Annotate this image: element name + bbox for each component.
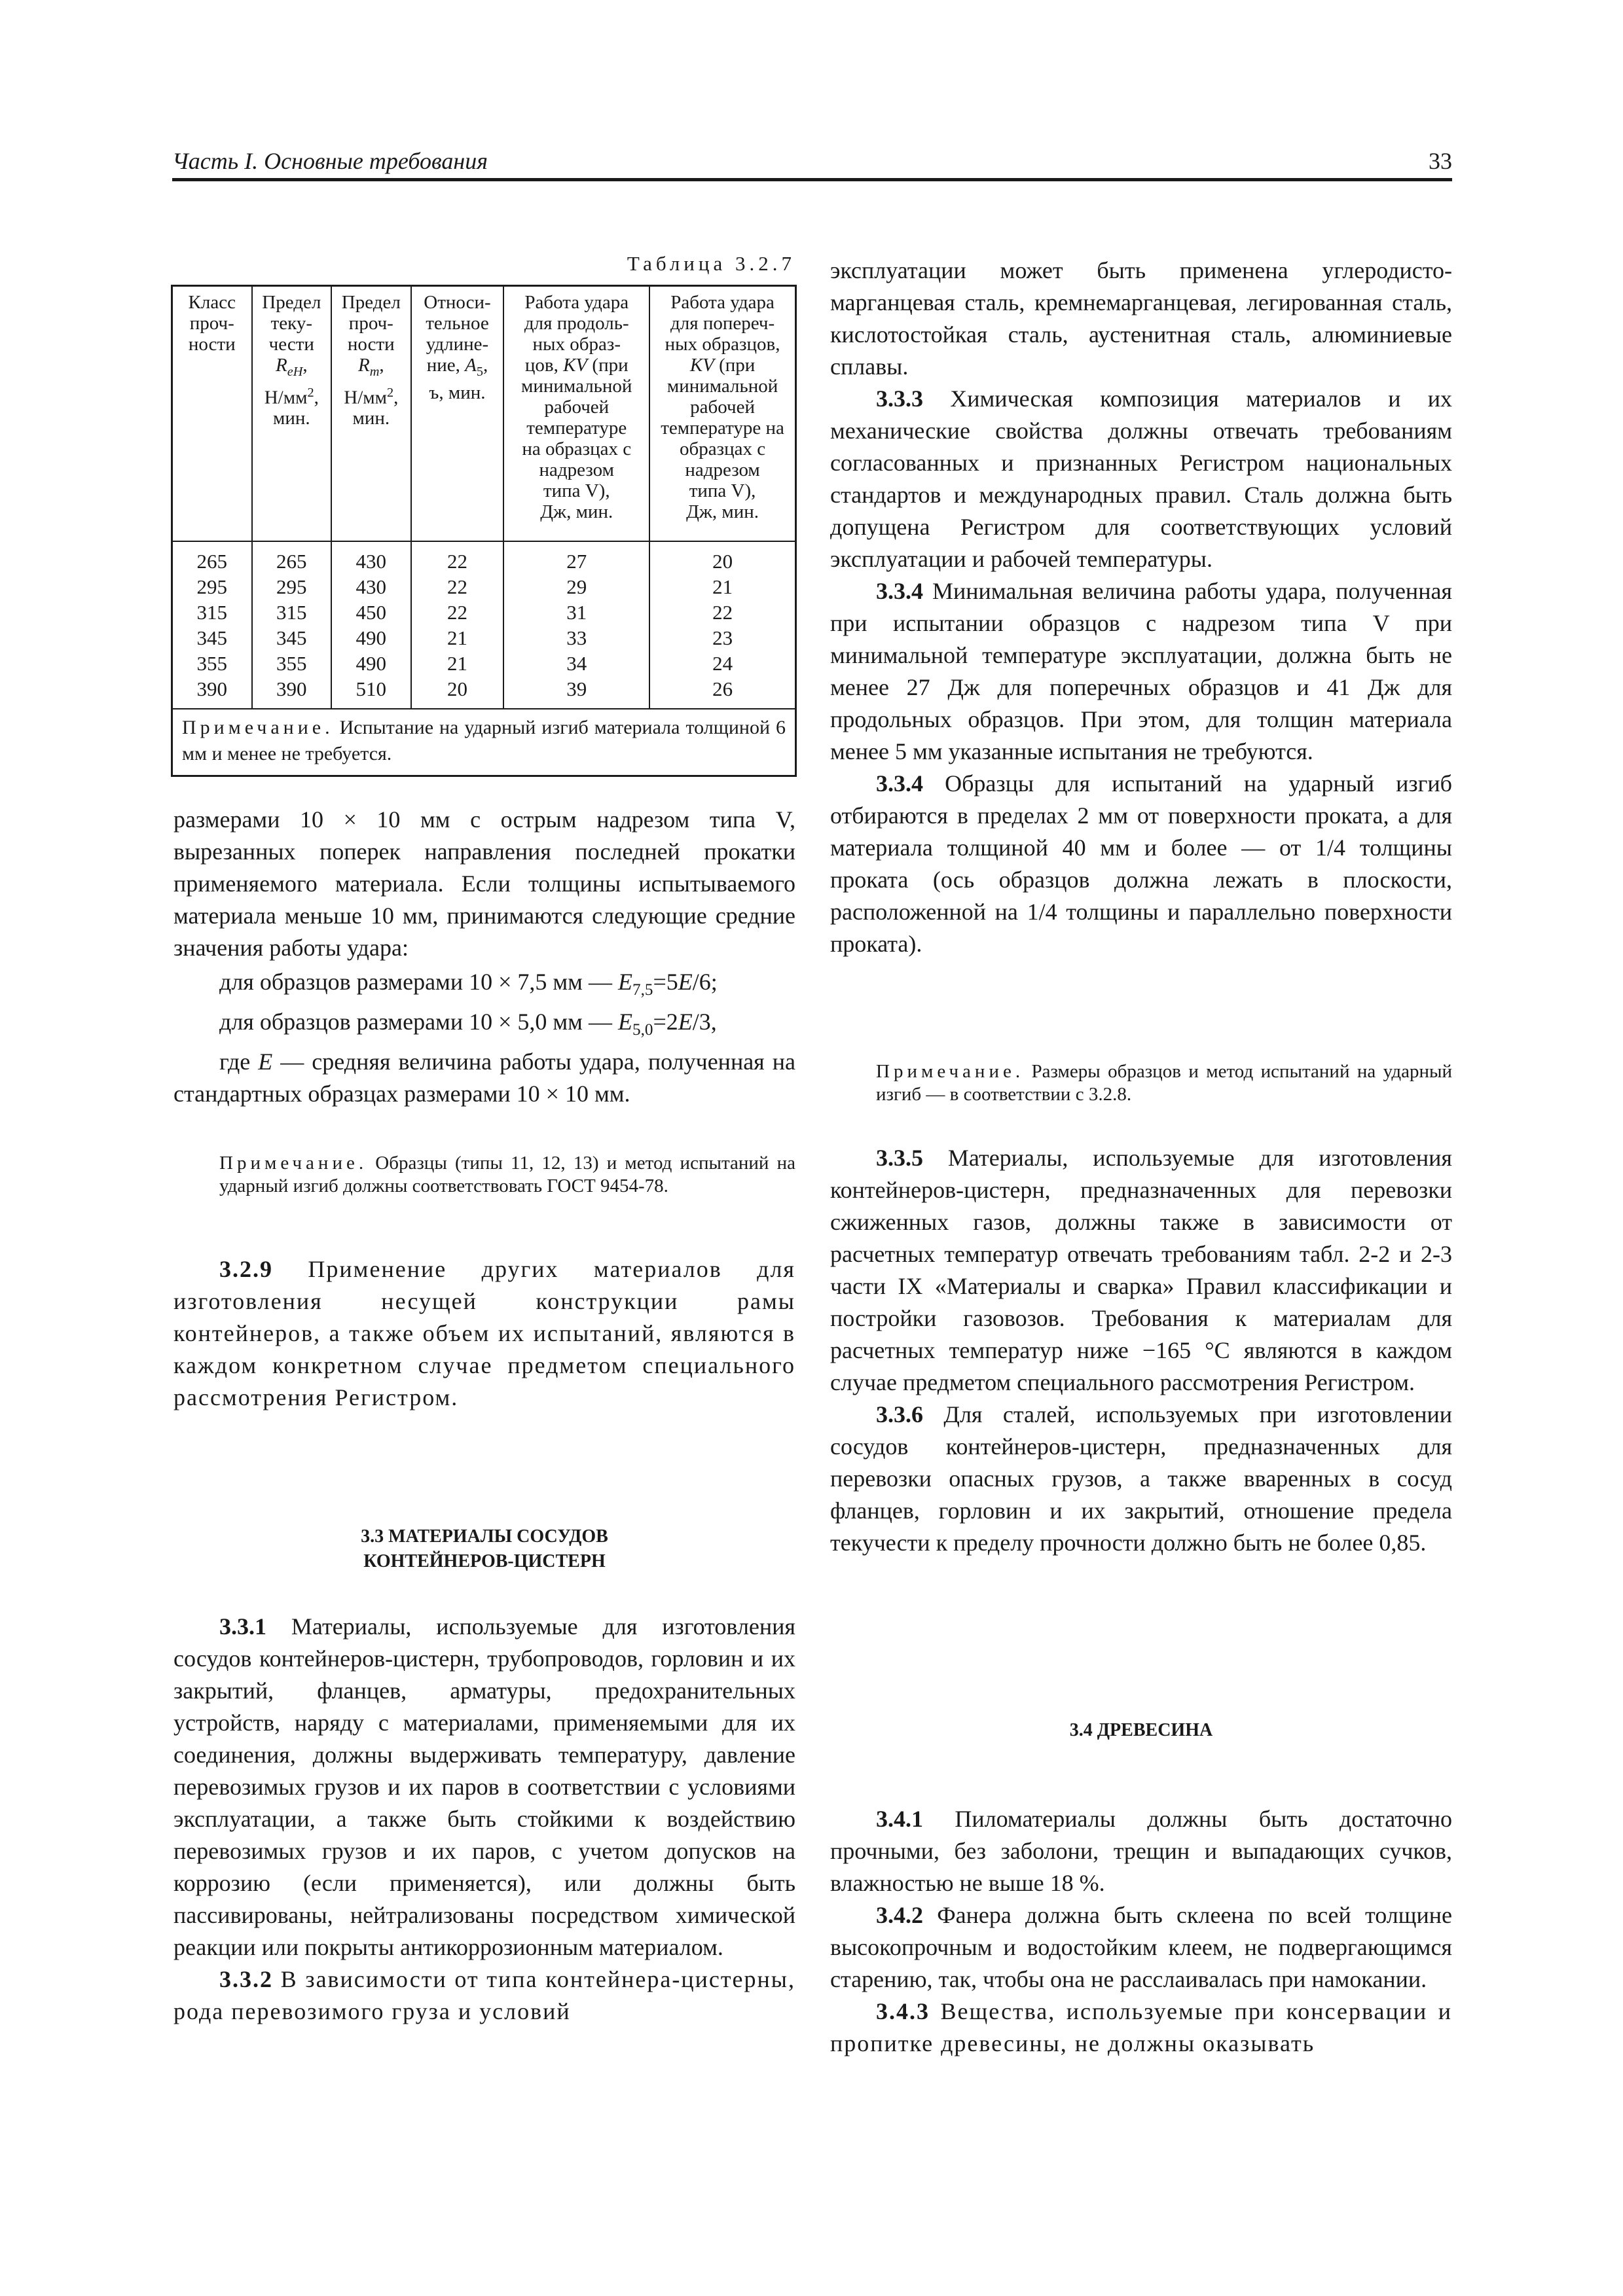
clause-number: 3.3.3 [876,386,923,412]
table-cell: 33 [503,625,649,651]
paragraph [830,768,1452,960]
table-cell: 450 [331,600,411,625]
clause-number: 3.3.5 [876,1145,923,1171]
table-cell: 27 [503,541,649,574]
table-cell: 490 [331,651,411,676]
paragraph [830,1996,1452,2060]
table-note [172,709,796,776]
table-row [172,574,796,600]
table-cell: 21 [411,651,504,676]
table-cell: 29 [503,574,649,600]
note-text: Образцы (типы 11, 12, 13) и метод испытаний на ударный изгиб должны соответствовать ГОСТ 9454-78. [219,1153,795,1196]
table-row [172,676,796,709]
page-number: 33 [1429,148,1452,174]
table-cell: 490 [331,625,411,651]
formula-line: для образцов размерами 10 × 5,0 мм — $E_{5,0}=2E/3$, [219,1009,717,1039]
clause-number: 3.3.6 [876,1401,923,1427]
paragraph: эксплуатации может быть применена углеродисто-марганцевая сталь, кремнемарганцевая, легированная сталь, кислотостойкая сталь, аустенитная сталь, алюминиевые сплавы. [830,257,1452,380]
clause-text: Вещества, используемые при консервации и пропитке древесины, не должны оказывать [830,1998,1452,2056]
section-heading-3-4: 3.4 ДРЕВЕСИНА [1069,1720,1213,1740]
table-cell: 390 [172,676,252,709]
clause-number: 3.3.1 [219,1613,266,1640]
column-header: Относи- тельное удлине- ние, $A_5$, ъ, мин. [411,286,504,542]
clause-text: Материалы, используемые для изготовления контейнеров-цистерн, предназначенных для перевозки сжиженных газов, должны также в зависимости от расчетных температур отвечать требованиям табл. 2-2 и 2-3 части IX «Материалы и сварка» Правил классификации и постройки газовозов. Требования к материалам для расчетных температур ниже −165 °С являются в каждом случае предметом специального рассмотрения Регистром. [830,1145,1452,1395]
heading-line: КОНТЕЙНЕРОВ-ЦИСТЕРН [363,1551,606,1571]
table-cell: 22 [411,541,504,574]
table-row [172,600,796,625]
clause-text: Химическая композиция материалов и их механические свойства должны отвечать требованиям согласованных и признанных Регистром национальных стандартов и международных правил. Сталь должна быть допущена Регистром для соответствующих условий эксплуатации и рабочей температуры. [830,386,1452,572]
table-cell: 31 [503,600,649,625]
clause-text: Материалы, используемые для изготовления сосудов контейнеров-цистерн, трубопроводов, горловин и их закрытий, фланцев, арматуры, предохранительных устройств, наряду с материалами, применяемыми для их соединения, должны выдерживать температуру, давление перевозимых грузов и их паров в соответствии с условиями эксплуатации, а также быть стойкими к воздействию перевозимых грузов и их паров, с учетом допусков на коррозию (если применяется), или должны быть пассивированы, нейтрализованы посредством химической реакции или покрыты антикоррозионным материалом. [173,1613,795,1960]
clause-number: 3.3.4 [876,770,923,797]
column-header: Предел проч- ности $R_m$, $Н/мм^2$, мин. [331,286,411,542]
right-column-continued [830,1142,1452,1559]
heading-line: 3.3 МАТЕРИАЛЫ СОСУДОВ [361,1526,608,1547]
properties-table [171,285,797,777]
clause-text: Применение других материалов для изготовления несущей конструкции рамы контейнеров, а также объем их испытаний, являются в каждом конкретном случае предметом специального рассмотрения Регистром. [173,1256,795,1410]
table-cell: 21 [411,625,504,651]
table-row [172,625,796,651]
clause-number: 3.3.2 [219,1966,273,1992]
left-note [173,1152,795,1198]
right-note [830,1060,1452,1106]
table-cell: 355 [172,651,252,676]
paragraph [173,1964,795,2028]
table-cell: 295 [252,574,332,600]
table-cell: 355 [252,651,332,676]
column-header: Класс проч- ности [172,286,252,542]
table-cell: 510 [331,676,411,709]
table-caption: Таблица 3.2.7 [627,252,795,275]
table-cell: 430 [331,541,411,574]
paragraph [830,575,1452,768]
table-cell: 26 [649,676,795,709]
section-heading-3-3 [173,1524,795,1574]
formula-definition: где E — средняя величина работы удара, полученная на стандартных образцах размерами 10 × 10 мм. [173,1049,795,1107]
table-cell: 22 [411,574,504,600]
clause-text: В зависимости от типа контейнера-цистерны, рода перевозимого груза и условий [173,1966,795,2024]
table-cell: 22 [411,600,504,625]
paragraph [830,1399,1452,1559]
note-label: Примечание. [876,1061,1025,1082]
table-cell: 34 [503,651,649,676]
clause-text: Образцы для испытаний на ударный изгиб отбираются в пределах 2 мм от поверхности проката, а для материала толщиной 40 мм и более — от 1/4 толщины проката (ось образцов должна лежать в плоскости, расположенной на 1/4 толщины и параллельно поверхности проката). [830,770,1452,957]
formula-line: для образцов размерами 10 × 7,5 мм — $E_{7,5}=5E/6$; [219,969,718,999]
header-rule [172,178,1452,181]
clause-text: Минимальная величина работы удара, полученная при испытании образцов с надрезом типа V при минимальной температуре эксплуатации, должна быть не менее 27 Дж для поперечных образцов и 41 Дж для продольных образцов. При этом, для толщин материала менее 5 мм указанные испытания не требуются. [830,578,1452,764]
table-cell: 430 [331,574,411,600]
table-cell: 345 [172,625,252,651]
table-cell: 24 [649,651,795,676]
table-cell: 20 [411,676,504,709]
column-header: Предел теку- чести $R_{eH}$, $Н/мм^2$, мин. [252,286,332,542]
right-column [830,255,1452,960]
header-title: Часть I. Основные требования [172,148,488,174]
clause-number: 3.2.9 [219,1256,273,1282]
table-row [172,541,796,574]
table-cell: 315 [172,600,252,625]
section-3-4 [830,1803,1452,2060]
note-text: Испытание на ударный изгиб материала толщиной 6 мм и менее не требуется. [182,717,786,764]
paragraph: размерами 10 × 10 мм с острым надрезом типа V, вырезанных поперек направления последней прокатки применяемого материала. Если толщины испытываемого материала меньше 10 мм, принимаются следующие средние значения работы удара: [173,806,795,961]
clause-number: 3.4.3 [876,1998,930,2024]
clause-text: Фанера должна быть склеена по всей толщине высокопрочным и водостойким клеем, не подвергающимся старению, так, чтобы она не расслаивалась при намокании. [830,1902,1452,1992]
table-cell: 23 [649,625,795,651]
note-text: Размеры образцов и метод испытаний на ударный изгиб — в соответствии с 3.2.8. [876,1061,1452,1105]
clause-number: 3.4.1 [876,1806,923,1832]
paragraph [830,383,1452,575]
clause-text: Для сталей, используемых при изготовлении сосудов контейнеров-цистерн, предназначенных для перевозки опасных грузов, а также вваренных в сосуд фланцев, горловин и их закрытий, отношение предела текучести к пределу прочности должно быть не более 0,85. [830,1401,1452,1556]
section-3-3-1 [173,1611,795,2028]
paragraph [830,1142,1452,1399]
left-formulas [173,966,795,1110]
paragraph [173,1611,795,1964]
clause-number: 3.4.2 [876,1902,923,1928]
clause-text: Пиломатериалы должны быть достаточно прочными, без заболони, трещин и выпадающих сучков, влажностью не выше 18 %. [830,1806,1452,1896]
table-header-row [172,286,796,542]
table-row [172,651,796,676]
section-3-2-9 [173,1253,795,1414]
table-cell: 315 [252,600,332,625]
paragraph [830,1803,1452,1899]
table-cell: 265 [252,541,332,574]
table-cell: 39 [503,676,649,709]
column-header: Работа удара для продоль- ных образ- цов, KV (при минимальной рабочей температуре на образцах с надрезом типа V), Дж, мин. [503,286,649,542]
note-label: Примечание. [219,1153,368,1174]
paragraph [173,1253,795,1414]
table-cell: 20 [649,541,795,574]
table-cell: 21 [649,574,795,600]
table-cell: 22 [649,600,795,625]
table-cell: 265 [172,541,252,574]
clause-number: 3.3.4 [876,578,923,604]
running-header [172,145,1452,177]
note-label: Примечание. [182,717,334,738]
column-header: Работа удара для попереч- ных образцов, KV (при минимальной рабочей температуре на образцах с надрезом типа V), Дж, мин. [649,286,795,542]
left-column [173,804,795,964]
table-cell: 390 [252,676,332,709]
paragraph [830,1899,1452,1996]
table-note-row [172,709,796,776]
table-cell: 345 [252,625,332,651]
table-cell: 295 [172,574,252,600]
